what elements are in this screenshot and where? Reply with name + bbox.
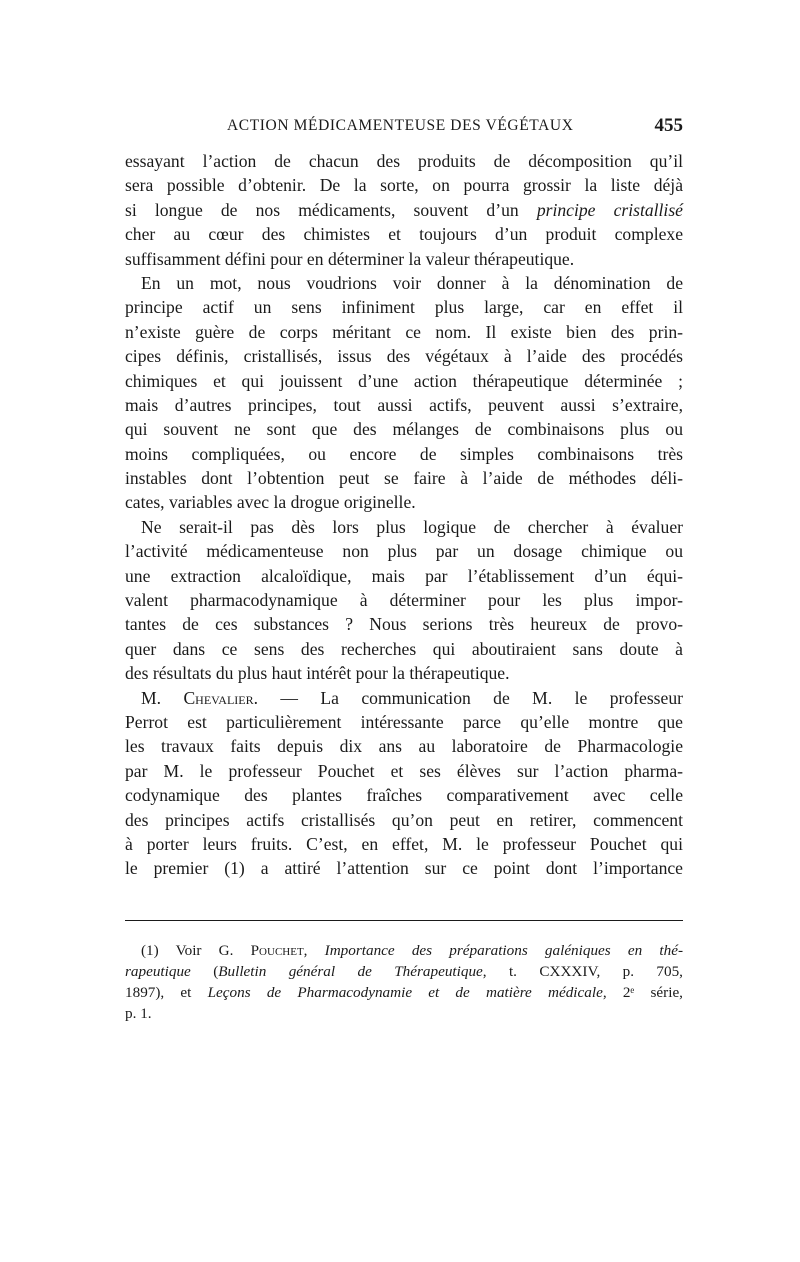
body-line: Perrot est particulièrement intéressante parce qu’elle montre que: [125, 711, 683, 732]
body-line: si longue de nos médicaments, souvent d’un principe cristallisé: [125, 199, 683, 220]
body-line: cher au cœur des chimistes et toujours d’un produit complexe: [125, 224, 683, 245]
body-line: une extraction alcaloïdique, mais par l’établissement d’un équi-: [125, 565, 683, 586]
body-line: des résultats du plus haut intérêt pour la thérapeutique.: [125, 663, 510, 684]
body-line: instables dont l’obtention peut se faire à l’aide de méthodes déli-: [125, 468, 683, 489]
body-line: suffisamment défini pour en déterminer la valeur thérapeutique.: [125, 248, 575, 269]
body-line: sera possible d’obtenir. De la sorte, on pourra grossir la liste déjà: [125, 175, 683, 196]
body-line: moins compliquées, ou encore de simples combinaisons très: [125, 443, 683, 464]
body-line: M. Chevalier. — La communication de M. le professeur: [141, 687, 683, 708]
page-number: 455: [654, 115, 683, 136]
body-line: mais d’autres principes, tout aussi actifs, peuvent aussi s’extraire,: [125, 394, 683, 415]
body-line: qui souvent ne sont que des mélanges de combinaisons plus ou: [125, 419, 683, 440]
footnote-rule: [125, 920, 683, 921]
body-line: En un mot, nous voudrions voir donner à la dénomination de: [141, 272, 683, 293]
body-line: codynamique des plantes fraîches comparativement avec celle: [125, 785, 683, 806]
body-line: Ne serait-il pas dès lors plus logique de chercher à évaluer: [141, 516, 683, 537]
body-line: essayant l’action de chacun des produits de décomposition qu’il: [125, 151, 683, 171]
body-line: n’existe guère de corps méritant ce nom. Il existe bien des prin-: [125, 321, 683, 342]
body-line: par M. le professeur Pouchet et ses élèves sur l’action pharma-: [125, 760, 683, 781]
running-head: [125, 117, 683, 141]
running-title: ACTION MÉDICAMENTEUSE DES VÉGÉTAUX: [227, 117, 574, 134]
body-line: à porter leurs fruits. C’est, en effet, M. le professeur Pouchet qui: [125, 833, 683, 854]
footnote-line: rapeutique (Bulletin général de Thérapeutique, t. CXXXIV, p. 705,: [125, 963, 683, 980]
body-line: quer dans ce sens des recherches qui aboutiraient sans doute à: [125, 638, 683, 659]
body-line: cates, variables avec la drogue originelle.: [125, 492, 416, 513]
body-line: chimiques et qui jouissent d’une action thérapeutique déterminée ;: [125, 370, 683, 391]
footnote-line: (1) Voir G. Pouchet, Importance des préparations galéniques en thé-: [141, 942, 684, 959]
body-line: le premier (1) a attiré l’attention sur ce point dont l’importance: [125, 858, 683, 879]
body-line: cipes définis, cristallisés, issus des végétaux à l’aide des procédés: [125, 346, 683, 367]
body-text: [125, 149, 683, 881]
footnotes: [125, 940, 683, 1024]
footnote-line: 1897), et Leçons de Pharmacodynamie et de matière médicale, 2ᵉ série,: [125, 984, 683, 1001]
body-line: l’activité médicamenteuse non plus par un dosage chimique ou: [125, 541, 683, 562]
body-line: tantes de ces substances ? Nous serions très heureux de provo-: [125, 614, 683, 635]
footnote-line: p. 1.: [125, 1005, 152, 1022]
body-line: valent pharmacodynamique à déterminer pour les plus impor-: [125, 590, 683, 611]
body-line: des principes actifs cristallisés qu’on peut en retirer, commencent: [125, 809, 683, 830]
body-line: les travaux faits depuis dix ans au laboratoire de Pharmacologie: [125, 736, 683, 757]
body-line: principe actif un sens infiniment plus large, car en effet il: [125, 297, 683, 318]
